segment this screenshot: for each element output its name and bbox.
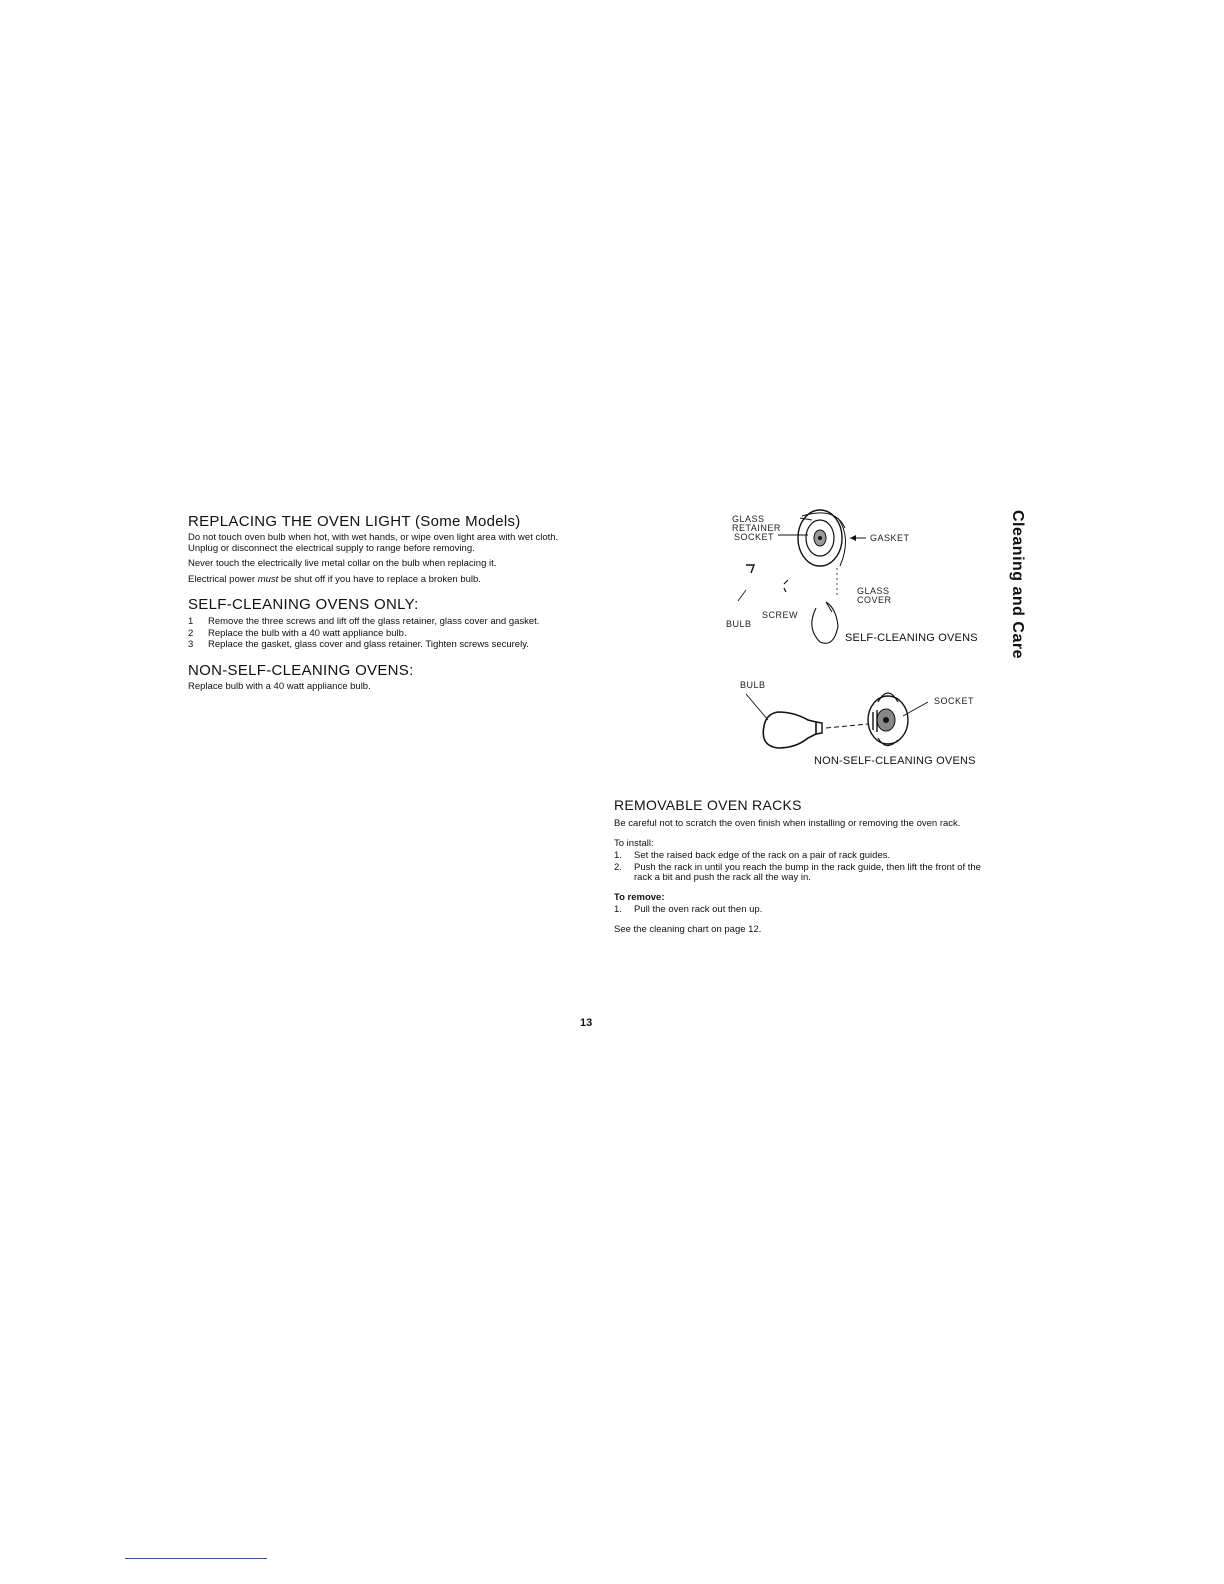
step-text: Replace the gasket, glass cover and glass retainer. Tighten screws securely. bbox=[208, 639, 529, 650]
step-number: 1 bbox=[188, 616, 194, 627]
list-item bbox=[188, 640, 562, 651]
glass-retainer-label bbox=[732, 515, 781, 533]
glass-cover-label bbox=[857, 587, 892, 605]
side-tab-label: Cleaning and Care bbox=[1009, 510, 1026, 659]
bulb-label-top: BULB bbox=[726, 619, 752, 629]
non-self-cleaning-diagram bbox=[738, 676, 998, 772]
non-self-cleaning-text: Replace bulb with a 40 watt appliance bulb. bbox=[188, 680, 371, 692]
list-item bbox=[614, 905, 990, 916]
remove-steps bbox=[614, 905, 990, 916]
install-steps bbox=[614, 851, 990, 884]
step-number: 1. bbox=[614, 904, 622, 915]
step-number: 3 bbox=[188, 639, 194, 650]
socket-label-bottom: SOCKET bbox=[934, 696, 975, 706]
power-warning-pre: Electrical power bbox=[188, 573, 258, 585]
page-number: 13 bbox=[580, 1017, 593, 1029]
left-column bbox=[188, 513, 562, 692]
step-text: Set the raised back edge of the rack on a pair of rack guides. bbox=[634, 850, 891, 861]
list-item bbox=[614, 863, 990, 884]
non-self-cleaning-section bbox=[188, 662, 562, 693]
install-heading: To install: bbox=[614, 837, 654, 849]
footer-rule bbox=[125, 1558, 267, 1559]
self-cleaning-steps bbox=[188, 617, 562, 651]
socket-label: SOCKET bbox=[734, 532, 775, 542]
list-item bbox=[614, 851, 990, 862]
racks-heading: REMOVABLE OVEN RACKS bbox=[614, 797, 802, 813]
section-side-tab bbox=[1008, 510, 1028, 680]
right-column bbox=[614, 797, 990, 935]
oven-light-intro: Do not touch oven bulb when hot, with wet hands, or wipe oven light area with wet cloth. Unplug or disconnect the electrical supply to range before removing. bbox=[188, 532, 559, 554]
self-cleaning-heading: SELF-CLEANING OVENS ONLY: bbox=[188, 596, 419, 613]
glass-retainer-line-2: RETAINER bbox=[732, 523, 781, 533]
step-text: Pull the oven rack out then up. bbox=[634, 904, 763, 915]
step-number: 2. bbox=[614, 861, 622, 873]
glass-retainer-line-1: GLASS bbox=[732, 514, 765, 524]
see-also-text: See the cleaning chart on page 12. bbox=[614, 923, 762, 935]
power-warning bbox=[188, 575, 562, 586]
power-warning-em: must bbox=[257, 573, 279, 585]
bulb-label-bottom: BULB bbox=[740, 680, 766, 690]
list-item bbox=[188, 629, 562, 640]
glass-cover-line-1: GLASS bbox=[857, 586, 890, 596]
step-number: 1. bbox=[614, 850, 622, 861]
step-number: 2 bbox=[188, 627, 194, 639]
screw-label: SCREW bbox=[762, 610, 798, 620]
collar-warning: Never touch the electrically live metal collar on the bulb when replacing it. bbox=[188, 558, 497, 569]
list-item bbox=[188, 617, 562, 628]
racks-intro: Be careful not to scratch the oven finish when installing or removing the oven rack. bbox=[614, 818, 961, 829]
glass-cover-line-2: COVER bbox=[857, 595, 892, 605]
self-cleaning-section bbox=[188, 596, 562, 651]
self-cleaning-caption: SELF-CLEANING OVENS bbox=[845, 632, 978, 644]
step-text: Push the rack in until you reach the bump in the rack guide, then lift the front of the rack a bit and push the rack all the way in. bbox=[634, 861, 981, 883]
step-text: Replace the bulb with a 40 watt appliance bulb. bbox=[208, 627, 407, 639]
oven-light-heading: REPLACING THE OVEN LIGHT (Some Models) bbox=[188, 513, 521, 530]
step-text: Remove the three screws and lift off the glass retainer, glass cover and gasket. bbox=[208, 616, 540, 627]
remove-heading: To remove: bbox=[614, 891, 665, 903]
self-cleaning-diagram bbox=[720, 508, 1000, 653]
non-self-cleaning-caption: NON-SELF-CLEANING OVENS bbox=[814, 755, 976, 767]
power-warning-post: be shut off if you have to replace a broken bulb. bbox=[278, 573, 481, 585]
gasket-label: GASKET bbox=[870, 533, 910, 543]
non-self-cleaning-heading: NON-SELF-CLEANING OVENS: bbox=[188, 661, 414, 679]
